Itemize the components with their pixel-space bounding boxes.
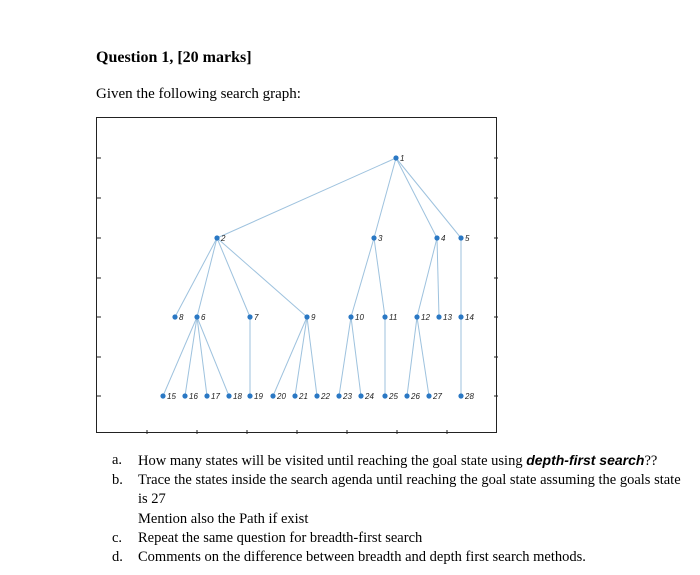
question-b-extra: Mention also the Path if exist (138, 511, 309, 527)
question-d-text: Comments on the difference between breadth and depth first search methods. (138, 549, 586, 565)
graph-node-10 (348, 314, 353, 319)
graph-node-label-20: 20 (277, 392, 286, 401)
graph-edge-4-13 (437, 238, 439, 317)
graph-node-label-15: 15 (167, 392, 176, 401)
graph-node-19 (247, 393, 252, 398)
question-a-emphasis: depth-first search (526, 452, 645, 468)
question-a-marker: a. (112, 452, 123, 468)
graph-edge-9-20 (273, 317, 307, 396)
graph-node-24 (358, 393, 363, 398)
graph-edge-3-11 (374, 238, 385, 317)
graph-edge-1-2 (217, 158, 396, 238)
graph-edge-6-16 (185, 317, 197, 396)
graph-node-11 (382, 314, 387, 319)
graph-node-label-10: 10 (355, 313, 364, 322)
graph-node-label-13: 13 (443, 313, 452, 322)
graph-node-label-19: 19 (254, 392, 263, 401)
graph-node-9 (304, 314, 309, 319)
graph-edge-10-23 (339, 317, 351, 396)
search-graph-figure (96, 117, 497, 433)
graph-node-label-16: 16 (189, 392, 198, 401)
graph-node-6 (194, 314, 199, 319)
question-a-text: How many states will be visited until reaching the goal state using (138, 453, 527, 469)
graph-node-label-14: 14 (465, 313, 474, 322)
graph-node-4 (434, 235, 439, 240)
graph-edge-2-7 (217, 238, 250, 317)
graph-node-1 (393, 155, 398, 160)
graph-node-label-8: 8 (179, 313, 184, 322)
graph-node-label-26: 26 (411, 392, 420, 401)
graph-edge-9-21 (295, 317, 307, 396)
graph-edge-10-24 (351, 317, 361, 396)
graph-edge-1-5 (396, 158, 461, 238)
graph-edge-1-4 (396, 158, 437, 238)
graph-edge-2-6 (197, 238, 217, 317)
graph-edge-9-22 (307, 317, 317, 396)
graph-node-label-25: 25 (389, 392, 398, 401)
graph-node-26 (404, 393, 409, 398)
graph-node-21 (292, 393, 297, 398)
search-graph (97, 118, 498, 434)
graph-node-label-23: 23 (343, 392, 352, 401)
graph-edge-1-3 (374, 158, 396, 238)
graph-node-7 (247, 314, 252, 319)
graph-node-label-24: 24 (365, 392, 374, 401)
question-a-suffix: ?? (644, 453, 658, 469)
graph-node-18 (226, 393, 231, 398)
graph-node-13 (436, 314, 441, 319)
graph-node-label-17: 17 (211, 392, 220, 401)
graph-node-label-3: 3 (378, 234, 383, 243)
graph-node-label-6: 6 (201, 313, 206, 322)
graph-node-3 (371, 235, 376, 240)
question-b-marker: b. (112, 472, 123, 488)
question-c-text: Repeat the same question for breadth-first search (138, 530, 423, 546)
graph-node-label-28: 28 (465, 392, 474, 401)
graph-node-label-4: 4 (441, 234, 446, 243)
graph-node-22 (314, 393, 319, 398)
question-c (112, 529, 682, 548)
graph-node-14 (458, 314, 463, 319)
intro-text: Given the following search graph: (96, 86, 301, 102)
graph-node-15 (160, 393, 165, 398)
graph-edge-2-9 (217, 238, 307, 317)
question-d (112, 548, 682, 567)
question-b (112, 471, 682, 529)
graph-node-17 (204, 393, 209, 398)
graph-node-label-9: 9 (311, 313, 316, 322)
graph-edge-6-15 (163, 317, 197, 396)
graph-node-12 (414, 314, 419, 319)
graph-edge-3-10 (351, 238, 374, 317)
graph-node-28 (458, 393, 463, 398)
graph-node-label-12: 12 (421, 313, 430, 322)
graph-node-label-21: 21 (299, 392, 308, 401)
question-a (112, 451, 682, 471)
question-b-text: Trace the states inside the search agenda until reaching the goal state assuming the goals state is 27 (138, 472, 681, 507)
graph-node-label-18: 18 (233, 392, 242, 401)
graph-node-2 (214, 235, 219, 240)
question-list (112, 451, 682, 567)
graph-node-label-11: 11 (389, 313, 398, 322)
graph-node-label-7: 7 (254, 313, 259, 322)
graph-edge-12-27 (417, 317, 429, 396)
question-c-marker: c. (112, 530, 123, 546)
graph-node-label-2: 2 (221, 234, 226, 243)
graph-node-20 (270, 393, 275, 398)
graph-node-25 (382, 393, 387, 398)
graph-node-label-1: 1 (400, 154, 405, 163)
graph-node-8 (172, 314, 177, 319)
graph-node-23 (336, 393, 341, 398)
graph-node-16 (182, 393, 187, 398)
graph-edge-4-12 (417, 238, 437, 317)
question-title: Question 1, [20 marks] (96, 49, 252, 66)
graph-node-27 (426, 393, 431, 398)
graph-edge-2-8 (175, 238, 217, 317)
graph-node-5 (458, 235, 463, 240)
graph-edges (163, 158, 461, 396)
graph-node-label-5: 5 (465, 234, 470, 243)
graph-node-label-27: 27 (433, 392, 442, 401)
question-d-marker: d. (112, 549, 123, 565)
graph-edge-12-26 (407, 317, 417, 396)
graph-node-label-22: 22 (321, 392, 330, 401)
